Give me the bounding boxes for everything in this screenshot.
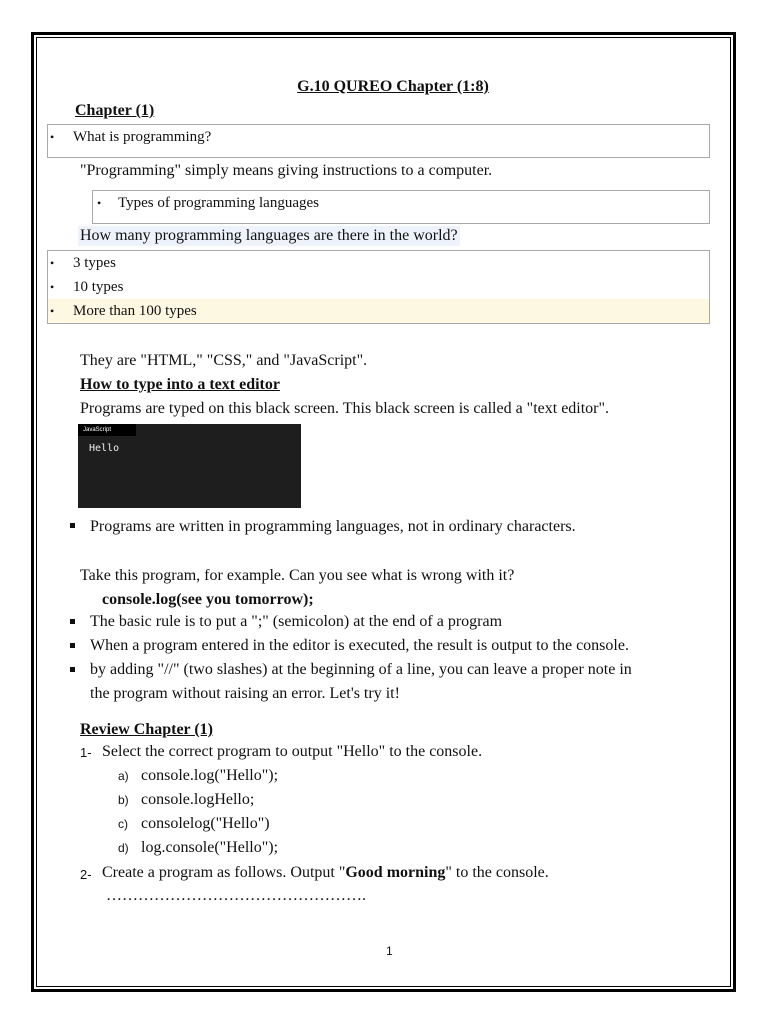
rule-item: by adding "//" (two slashes) at the beginning of a line, you can leave a proper note in [90, 661, 632, 678]
definition-text: "Programming" simply means giving instructions to a computer. [80, 162, 493, 179]
bullet-icon: • [97, 196, 102, 210]
how-many-question: How many programming languages are there in the world? [80, 227, 458, 244]
text-editor-image [78, 424, 301, 508]
option-text: console.logHello; [141, 791, 255, 808]
square-bullet-icon [70, 643, 75, 648]
code-example: console.log(see you tomorrow); [102, 591, 314, 608]
option-label: c) [118, 817, 128, 831]
editor-tab: JavaScript [78, 424, 136, 436]
chapter-heading: Chapter (1) [75, 102, 155, 119]
bullet-icon: • [50, 280, 55, 294]
rule-item-continued: the program without raising an error. Let's try it! [90, 685, 400, 702]
review-question-1: Select the correct program to output "Hello" to the console. [102, 743, 483, 760]
review-heading: Review Chapter (1) [80, 721, 214, 738]
bullet-icon: • [50, 256, 55, 270]
answer-blank: …………………………………………. [106, 887, 366, 904]
option-text: log.console("Hello"); [141, 839, 279, 856]
option-text: consolelog("Hello") [141, 815, 270, 832]
option-text: console.log("Hello"); [141, 767, 279, 784]
option-label: d) [118, 841, 129, 855]
option-item: 10 types [73, 279, 124, 295]
editor-description: Programs are typed on this black screen. This black screen is called a "text editor". [80, 400, 610, 417]
howto-heading: How to type into a text editor [80, 376, 280, 393]
square-bullet-icon [70, 667, 75, 672]
option-label: b) [118, 793, 129, 807]
question-what-is-programming: What is programming? [73, 129, 212, 145]
square-bullet-icon [70, 523, 75, 528]
editor-code: Hello [89, 443, 120, 454]
square-bullet-icon [70, 619, 75, 624]
option-label: a) [118, 769, 129, 783]
bullet-icon: • [50, 304, 55, 318]
page-number: 1 [386, 944, 393, 958]
document-title: G.10 QUREO Chapter (1:8) [297, 78, 489, 95]
take-program-text: Take this program, for example. Can you see what is wrong with it? [80, 567, 515, 584]
question-number: 1- [80, 745, 92, 760]
option-item: More than 100 types [73, 303, 197, 319]
rule-item: When a program entered in the editor is executed, the result is output to the console. [90, 637, 629, 654]
bullet-icon: • [50, 130, 55, 144]
they-are-text: They are "HTML," "CSS," and "JavaScript". [80, 352, 368, 369]
types-heading: Types of programming languages [118, 195, 319, 211]
written-in-text: Programs are written in programming languages, not in ordinary characters. [90, 518, 576, 535]
question-number: 2- [80, 867, 92, 882]
review-question-2: Create a program as follows. Output "Good morning" to the console. [102, 864, 549, 881]
rule-item: The basic rule is to put a ";" (semicolon) at the end of a program [90, 613, 503, 630]
bold-phrase: Good morning [345, 864, 446, 881]
option-item: 3 types [73, 255, 116, 271]
